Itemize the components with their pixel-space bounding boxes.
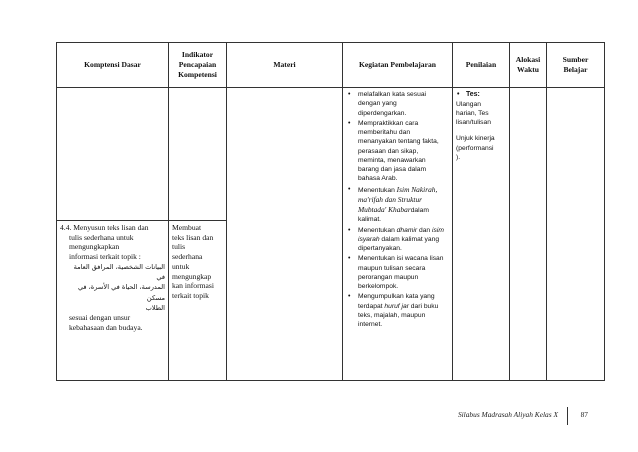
footer-title: Silabus Madrasah Aliyah Kelas X [457, 410, 558, 419]
cell-penilaian: • Tes: Ulangan harian, Tes lisan/tulisan Unjuk kinerja (performansi ). [453, 88, 510, 381]
cell-alokasi-waktu [510, 88, 547, 381]
cell-materi [227, 88, 343, 381]
list-item: • Menentukan Isim Nakirah, ma'rifah dan Struktur Mubtada' Khabardalam kalimat. [348, 184, 438, 224]
header-penilaian: Penilaian [453, 43, 510, 88]
header-kompetensi-dasar: Komptensi Dasar [57, 43, 169, 88]
list-item: • melafalkan kata sesuai dengan yang diperdengarkan. [348, 91, 427, 117]
table-header-row [57, 43, 605, 88]
table-row [57, 88, 605, 221]
cell-indikator: Membuat teks lisan dan tulis sederhana untuk mengungkap kan informasi terkait topik [169, 221, 227, 381]
arabic-topic-text: البيانات الشخصية، المرافق العامة في [73, 262, 165, 282]
cell-sumber-belajar [547, 88, 605, 381]
cell-kegiatan [343, 88, 453, 381]
cell-kompetensi-dasar: 4.4. Menyusun teks lisan dan tulis sederhana untuk mengungkapkan informasi terkait topik : البيانات الشخصية، المرافق العامة في المدرسة، الحياة في الأسرة، في مسكن الطلاب sesuai dengan unsur kebahasaan dan budaya. [57, 221, 169, 381]
header-materi: Materi [227, 43, 343, 88]
header-indikator: Indikator Pencapaian Kompetensi [169, 43, 227, 88]
page-number: 87 [580, 410, 588, 419]
list-item: • Menentukan isi wacana lisan maupun tulisan secara perorangan maupun berkelompok. [348, 255, 444, 290]
footer-divider [567, 407, 568, 425]
cell-kompetensi-top [57, 88, 169, 221]
syllabus-table [56, 42, 605, 381]
header-alokasi-waktu: Alokasi Waktu [510, 43, 547, 88]
list-item: • Mengumpulkan kata yang terdapat huruf jar dari buku teks, majalah, maupun internet. [348, 293, 439, 328]
cell-indikator-top [169, 88, 227, 221]
penilaian-tes-heading: • Tes: [457, 91, 480, 98]
kegiatan-list [346, 90, 449, 329]
list-item: • Menentukan dhamir dan isim isyarah dalam kalimat yang dipertanyakan. [348, 226, 444, 252]
header-sumber-belajar: Sumber Belajar [547, 43, 605, 88]
list-item: • Mempraktikkan cara memberitahu dan menanyakan tentang fakta, perasaan dan sikap, meminta, menawarkan barang dan jasa dalam bahasa Arab. [348, 119, 439, 183]
header-kegiatan: Kegiatan Pembelajaran [343, 43, 453, 88]
page-footer [400, 407, 604, 425]
